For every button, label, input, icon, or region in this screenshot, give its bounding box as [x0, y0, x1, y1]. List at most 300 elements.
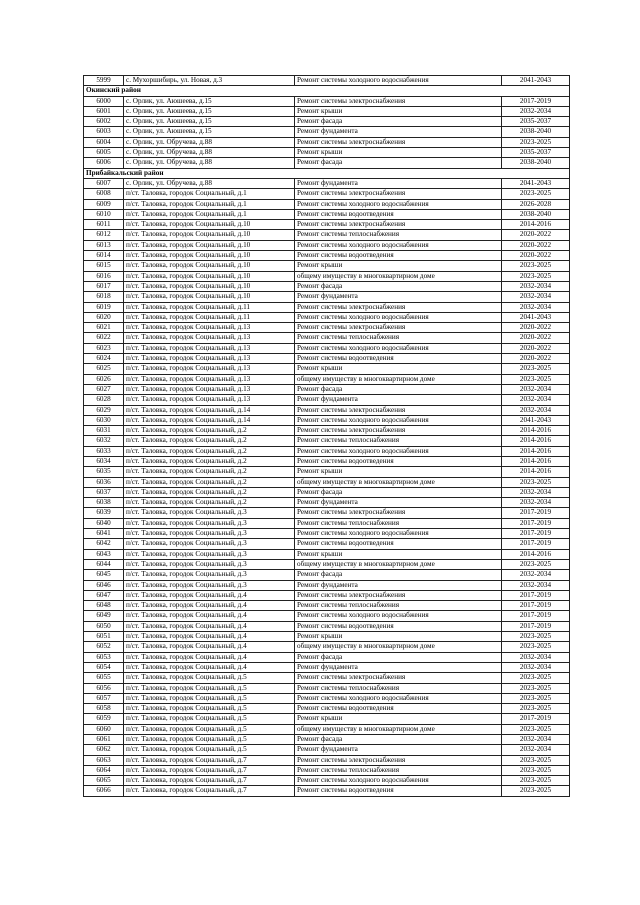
- row-work-type: Ремонт системы теплоснабжения: [295, 601, 502, 611]
- row-work-type: Ремонт системы теплоснабжения: [295, 518, 502, 528]
- row-work-type: Ремонт системы водоотведения: [295, 704, 502, 714]
- row-period: 2023-2025: [502, 786, 570, 796]
- row-address: п/ст. Таловка, городок Социальный, д.3: [124, 518, 295, 528]
- row-work-type: Ремонт системы водоотведения: [295, 456, 502, 466]
- row-period: 2023-2025: [502, 632, 570, 642]
- row-work-type: Ремонт системы теплоснабжения: [295, 765, 502, 775]
- row-number: 6015: [84, 261, 124, 271]
- row-work-type: Ремонт системы электроснабжения: [295, 755, 502, 765]
- table-row: [84, 539, 570, 549]
- row-address: п/ст. Таловка, городок Социальный, д.13: [124, 395, 295, 405]
- table-row: [84, 477, 570, 487]
- row-number: 6011: [84, 220, 124, 230]
- row-period: 2038-2040: [502, 209, 570, 219]
- row-address: п/ст. Таловка, городок Социальный, д.1: [124, 209, 295, 219]
- row-period: 2023-2025: [502, 683, 570, 693]
- row-work-type: общему имуществу в многоквартирном доме: [295, 559, 502, 569]
- row-number: 6022: [84, 333, 124, 343]
- row-work-type: Ремонт фасада: [295, 117, 502, 127]
- row-period: 2014-2016: [502, 446, 570, 456]
- row-period: 2023-2025: [502, 673, 570, 683]
- row-address: п/ст. Таловка, городок Социальный, д.3: [124, 570, 295, 580]
- row-address: п/ст. Таловка, городок Социальный, д.2: [124, 456, 295, 466]
- row-number: 5999: [84, 76, 124, 86]
- row-work-type: Ремонт системы водоотведения: [295, 209, 502, 219]
- table-row: [84, 446, 570, 456]
- row-work-type: Ремонт системы теплоснабжения: [295, 436, 502, 446]
- row-period: 2032-2034: [502, 384, 570, 394]
- row-work-type: Ремонт фасада: [295, 735, 502, 745]
- table-row: [84, 106, 570, 116]
- row-work-type: Ремонт фасада: [295, 281, 502, 291]
- table-row: [84, 415, 570, 425]
- row-work-type: Ремонт фасада: [295, 158, 502, 168]
- row-address: п/ст. Таловка, городок Социальный, д.10: [124, 292, 295, 302]
- row-work-type: Ремонт системы электроснабжения: [295, 323, 502, 333]
- table-row: [84, 704, 570, 714]
- table-row: [84, 240, 570, 250]
- row-number: 6051: [84, 632, 124, 642]
- row-number: 6007: [84, 178, 124, 188]
- row-work-type: Ремонт системы холодного водоснабжения: [295, 76, 502, 86]
- row-period: 2020-2022: [502, 343, 570, 353]
- row-address: п/ст. Таловка, городок Социальный, д.2: [124, 426, 295, 436]
- row-period: 2023-2025: [502, 693, 570, 703]
- row-number: 6042: [84, 539, 124, 549]
- table-row: [84, 673, 570, 683]
- row-number: 6024: [84, 354, 124, 364]
- table-row: [84, 467, 570, 477]
- table-row: [84, 776, 570, 786]
- row-work-type: Ремонт системы электроснабжения: [295, 590, 502, 600]
- table-row: [84, 580, 570, 590]
- row-address: п/ст. Таловка, городок Социальный, д.2: [124, 446, 295, 456]
- row-number: 6062: [84, 745, 124, 755]
- row-work-type: Ремонт системы холодного водоснабжения: [295, 415, 502, 425]
- row-period: 2017-2019: [502, 611, 570, 621]
- row-work-type: Ремонт системы электроснабжения: [295, 673, 502, 683]
- table-row: [84, 312, 570, 322]
- row-address: п/ст. Таловка, городок Социальный, д.5: [124, 683, 295, 693]
- row-period: 2014-2016: [502, 467, 570, 477]
- row-work-type: общему имуществу в многоквартирном доме: [295, 724, 502, 734]
- row-address: п/ст. Таловка, городок Социальный, д.4: [124, 642, 295, 652]
- row-work-type: общему имуществу в многоквартирном доме: [295, 477, 502, 487]
- row-number: 6041: [84, 529, 124, 539]
- table-row: [84, 518, 570, 528]
- row-number: 6028: [84, 395, 124, 405]
- table-row: [84, 137, 570, 147]
- row-number: 6050: [84, 621, 124, 631]
- row-address: п/ст. Таловка, городок Социальный, д.13: [124, 323, 295, 333]
- row-work-type: Ремонт системы водоотведения: [295, 354, 502, 364]
- row-address: с. Орлик, ул. Аюшеева, д.15: [124, 106, 295, 116]
- row-period: 2017-2019: [502, 601, 570, 611]
- row-address: п/ст. Таловка, городок Социальный, д.11: [124, 302, 295, 312]
- row-address: п/ст. Таловка, городок Социальный, д.2: [124, 436, 295, 446]
- row-work-type: Ремонт крыши: [295, 364, 502, 374]
- row-period: 2041-2043: [502, 415, 570, 425]
- row-number: 6066: [84, 786, 124, 796]
- row-number: 6045: [84, 570, 124, 580]
- table-row: [84, 333, 570, 343]
- table-row: [84, 436, 570, 446]
- table-row: [84, 508, 570, 518]
- row-address: п/ст. Таловка, городок Социальный, д.10: [124, 251, 295, 261]
- row-work-type: Ремонт системы холодного водоснабжения: [295, 343, 502, 353]
- table-row: [84, 189, 570, 199]
- table-row: [84, 302, 570, 312]
- row-address: п/ст. Таловка, городок Социальный, д.5: [124, 673, 295, 683]
- row-address: п/ст. Таловка, городок Социальный, д.4: [124, 662, 295, 672]
- table-row: [84, 590, 570, 600]
- row-period: 2014-2016: [502, 456, 570, 466]
- row-work-type: Ремонт системы электроснабжения: [295, 426, 502, 436]
- row-address: с. Орлик, ул. Обручева, д.88: [124, 148, 295, 158]
- row-address: п/ст. Таловка, городок Социальный, д.13: [124, 384, 295, 394]
- table-row: [84, 559, 570, 569]
- row-work-type: Ремонт фундамента: [295, 127, 502, 137]
- row-number: 6030: [84, 415, 124, 425]
- row-work-type: Ремонт системы электроснабжения: [295, 220, 502, 230]
- row-address: с. Орлик, ул. Аюшеева, д.15: [124, 117, 295, 127]
- table-body: [84, 76, 570, 797]
- row-work-type: Ремонт системы электроснабжения: [295, 508, 502, 518]
- row-number: 6003: [84, 127, 124, 137]
- row-address: п/ст. Таловка, городок Социальный, д.13: [124, 343, 295, 353]
- row-period: 2032-2034: [502, 106, 570, 116]
- table-row: [84, 178, 570, 188]
- row-period: 2017-2019: [502, 621, 570, 631]
- row-period: 2017-2019: [502, 518, 570, 528]
- row-address: п/ст. Таловка, городок Социальный, д.4: [124, 621, 295, 631]
- row-number: 6006: [84, 158, 124, 168]
- row-period: 2023-2025: [502, 374, 570, 384]
- row-period: 2020-2022: [502, 251, 570, 261]
- row-work-type: Ремонт фасада: [295, 652, 502, 662]
- row-period: 2023-2025: [502, 776, 570, 786]
- row-period: 2014-2016: [502, 436, 570, 446]
- row-work-type: Ремонт системы холодного водоснабжения: [295, 776, 502, 786]
- row-address: п/ст. Таловка, городок Социальный, д.1: [124, 189, 295, 199]
- row-number: 6060: [84, 724, 124, 734]
- row-work-type: Ремонт системы электроснабжения: [295, 137, 502, 147]
- row-work-type: Ремонт системы холодного водоснабжения: [295, 446, 502, 456]
- table-row: [84, 529, 570, 539]
- row-period: 2041-2043: [502, 178, 570, 188]
- row-address: п/ст. Таловка, городок Социальный, д.7: [124, 765, 295, 775]
- row-period: 2023-2025: [502, 755, 570, 765]
- row-period: 2041-2043: [502, 76, 570, 86]
- row-number: 6059: [84, 714, 124, 724]
- row-period: 2014-2016: [502, 549, 570, 559]
- row-period: 2041-2043: [502, 312, 570, 322]
- row-number: 6053: [84, 652, 124, 662]
- row-period: 2020-2022: [502, 230, 570, 240]
- row-number: 6046: [84, 580, 124, 590]
- row-period: 2023-2025: [502, 559, 570, 569]
- row-period: 2032-2034: [502, 487, 570, 497]
- row-address: п/ст. Таловка, городок Социальный, д.10: [124, 281, 295, 291]
- row-address: п/ст. Таловка, городок Социальный, д.3: [124, 559, 295, 569]
- row-work-type: Ремонт фундамента: [295, 580, 502, 590]
- table-row: [84, 611, 570, 621]
- table-row: [84, 498, 570, 508]
- row-number: 6058: [84, 704, 124, 714]
- row-number: 6023: [84, 343, 124, 353]
- row-period: 2023-2025: [502, 364, 570, 374]
- row-work-type: Ремонт фасада: [295, 487, 502, 497]
- row-work-type: Ремонт системы водоотведения: [295, 786, 502, 796]
- table-row: [84, 374, 570, 384]
- row-period: 2020-2022: [502, 354, 570, 364]
- row-number: 6008: [84, 189, 124, 199]
- row-period: 2017-2019: [502, 96, 570, 106]
- row-address: п/ст. Таловка, городок Социальный, д.1: [124, 199, 295, 209]
- row-address: п/ст. Таловка, городок Социальный, д.13: [124, 374, 295, 384]
- row-work-type: Ремонт фундамента: [295, 498, 502, 508]
- row-address: п/ст. Таловка, городок Социальный, д.3: [124, 549, 295, 559]
- table-row: [84, 292, 570, 302]
- table-row: [84, 271, 570, 281]
- row-number: 6055: [84, 673, 124, 683]
- row-number: 6033: [84, 446, 124, 456]
- row-address: п/ст. Таловка, городок Социальный, д.10: [124, 240, 295, 250]
- table-row: [84, 199, 570, 209]
- row-number: 6019: [84, 302, 124, 312]
- row-address: с. Орлик, ул. Аюшеева, д.15: [124, 127, 295, 137]
- row-period: 2023-2025: [502, 271, 570, 281]
- row-number: 6021: [84, 323, 124, 333]
- table-row: [84, 364, 570, 374]
- row-work-type: Ремонт системы холодного водоснабжения: [295, 240, 502, 250]
- table-row: [84, 714, 570, 724]
- row-address: п/ст. Таловка, городок Социальный, д.5: [124, 693, 295, 703]
- row-address: п/ст. Таловка, городок Социальный, д.11: [124, 312, 295, 322]
- row-address: п/ст. Таловка, городок Социальный, д.7: [124, 786, 295, 796]
- row-address: п/ст. Таловка, городок Социальный, д.2: [124, 498, 295, 508]
- row-number: 6037: [84, 487, 124, 497]
- table-row: [84, 251, 570, 261]
- row-work-type: Ремонт системы холодного водоснабжения: [295, 693, 502, 703]
- row-period: 2026-2028: [502, 199, 570, 209]
- row-period: 2014-2016: [502, 426, 570, 436]
- table-row: [84, 786, 570, 796]
- row-address: п/ст. Таловка, городок Социальный, д.5: [124, 714, 295, 724]
- row-number: 6035: [84, 467, 124, 477]
- row-address: п/ст. Таловка, городок Социальный, д.10: [124, 230, 295, 240]
- row-address: п/ст. Таловка, городок Социальный, д.13: [124, 364, 295, 374]
- row-period: 2032-2034: [502, 281, 570, 291]
- row-address: п/ст. Таловка, городок Социальный, д.7: [124, 776, 295, 786]
- table-row: [84, 323, 570, 333]
- row-period: 2032-2034: [502, 570, 570, 580]
- row-number: 6032: [84, 436, 124, 446]
- row-period: 2020-2022: [502, 323, 570, 333]
- row-address: с. Орлик, ул. Аюшеева, д.15: [124, 96, 295, 106]
- row-address: с. Орлик, ул. Обручева, д.88: [124, 137, 295, 147]
- row-work-type: Ремонт системы холодного водоснабжения: [295, 199, 502, 209]
- row-address: п/ст. Таловка, городок Социальный, д.4: [124, 601, 295, 611]
- table-row: [84, 487, 570, 497]
- row-work-type: Ремонт системы холодного водоснабжения: [295, 312, 502, 322]
- table-row: [84, 755, 570, 765]
- row-number: 6056: [84, 683, 124, 693]
- row-period: 2035-2037: [502, 148, 570, 158]
- table-row: [84, 724, 570, 734]
- row-period: 2017-2019: [502, 590, 570, 600]
- row-number: 6002: [84, 117, 124, 127]
- row-number: 6029: [84, 405, 124, 415]
- row-period: 2020-2022: [502, 240, 570, 250]
- district-section-row: [84, 168, 570, 178]
- row-number: 6049: [84, 611, 124, 621]
- row-address: п/ст. Таловка, городок Социальный, д.5: [124, 735, 295, 745]
- row-number: 6009: [84, 199, 124, 209]
- row-address: п/ст. Таловка, городок Социальный, д.5: [124, 704, 295, 714]
- row-work-type: Ремонт крыши: [295, 467, 502, 477]
- row-number: 6012: [84, 230, 124, 240]
- row-number: 6000: [84, 96, 124, 106]
- row-work-type: Ремонт крыши: [295, 148, 502, 158]
- table-row: [84, 662, 570, 672]
- row-address: п/ст. Таловка, городок Социальный, д.10: [124, 220, 295, 230]
- table-row: [84, 693, 570, 703]
- table-row: [84, 261, 570, 271]
- row-work-type: Ремонт фундамента: [295, 662, 502, 672]
- row-number: 6020: [84, 312, 124, 322]
- table-row: [84, 549, 570, 559]
- table-row: [84, 601, 570, 611]
- row-address: п/ст. Таловка, городок Социальный, д.5: [124, 724, 295, 734]
- row-period: 2032-2034: [502, 498, 570, 508]
- row-period: 2032-2034: [502, 395, 570, 405]
- row-number: 6013: [84, 240, 124, 250]
- row-period: 2032-2034: [502, 735, 570, 745]
- row-work-type: Ремонт фасада: [295, 384, 502, 394]
- row-period: 2032-2034: [502, 652, 570, 662]
- row-period: 2032-2034: [502, 745, 570, 755]
- row-address: п/ст. Таловка, городок Социальный, д.10: [124, 271, 295, 281]
- row-work-type: Ремонт фасада: [295, 570, 502, 580]
- table-row: [84, 621, 570, 631]
- district-title: Прибайкальский район: [84, 168, 570, 178]
- table-row: [84, 570, 570, 580]
- row-work-type: Ремонт системы электроснабжения: [295, 96, 502, 106]
- row-period: 2023-2025: [502, 765, 570, 775]
- table-row: [84, 343, 570, 353]
- row-number: 6040: [84, 518, 124, 528]
- row-work-type: общему имуществу в многоквартирном доме: [295, 642, 502, 652]
- table-row: [84, 96, 570, 106]
- row-work-type: Ремонт крыши: [295, 632, 502, 642]
- row-work-type: Ремонт системы теплоснабжения: [295, 333, 502, 343]
- row-number: 6025: [84, 364, 124, 374]
- row-number: 6052: [84, 642, 124, 652]
- row-address: с. Мухоршибирь, ул. Новая, д.3: [124, 76, 295, 86]
- row-work-type: общему имуществу в многоквартирном доме: [295, 271, 502, 281]
- row-work-type: Ремонт системы водоотведения: [295, 621, 502, 631]
- table-row: [84, 652, 570, 662]
- district-title: Окинский район: [84, 86, 570, 96]
- row-number: 6054: [84, 662, 124, 672]
- row-number: 6026: [84, 374, 124, 384]
- row-work-type: Ремонт крыши: [295, 549, 502, 559]
- table-row: [84, 354, 570, 364]
- table-row: [84, 395, 570, 405]
- table-row: [84, 426, 570, 436]
- row-number: 6010: [84, 209, 124, 219]
- row-address: с. Орлик, ул. Обручева, д.88: [124, 178, 295, 188]
- row-work-type: общему имуществу в многоквартирном доме: [295, 374, 502, 384]
- row-number: 6027: [84, 384, 124, 394]
- row-address: с. Орлик, ул. Обручева, д.88: [124, 158, 295, 168]
- row-address: п/ст. Таловка, городок Социальный, д.3: [124, 508, 295, 518]
- row-work-type: Ремонт фундамента: [295, 178, 502, 188]
- row-number: 6065: [84, 776, 124, 786]
- row-address: п/ст. Таловка, городок Социальный, д.14: [124, 415, 295, 425]
- table-row: [84, 230, 570, 240]
- row-number: 6039: [84, 508, 124, 518]
- row-address: п/ст. Таловка, городок Социальный, д.7: [124, 755, 295, 765]
- row-number: 6064: [84, 765, 124, 775]
- row-work-type: Ремонт системы холодного водоснабжения: [295, 529, 502, 539]
- row-period: 2032-2034: [502, 292, 570, 302]
- row-address: п/ст. Таловка, городок Социальный, д.14: [124, 405, 295, 415]
- row-work-type: Ремонт системы теплоснабжения: [295, 683, 502, 693]
- row-number: 6016: [84, 271, 124, 281]
- row-work-type: Ремонт системы электроснабжения: [295, 405, 502, 415]
- table-row: [84, 745, 570, 755]
- row-work-type: Ремонт крыши: [295, 714, 502, 724]
- table-row: [84, 642, 570, 652]
- table-row: [84, 220, 570, 230]
- row-address: п/ст. Таловка, городок Социальный, д.4: [124, 652, 295, 662]
- row-number: 6018: [84, 292, 124, 302]
- row-period: 2023-2025: [502, 704, 570, 714]
- table-row: [84, 127, 570, 137]
- row-work-type: Ремонт фундамента: [295, 395, 502, 405]
- row-work-type: Ремонт фундамента: [295, 745, 502, 755]
- row-number: 6063: [84, 755, 124, 765]
- row-period: 2014-2016: [502, 220, 570, 230]
- table-row: [84, 683, 570, 693]
- row-period: 2023-2025: [502, 137, 570, 147]
- row-period: 2017-2019: [502, 714, 570, 724]
- row-number: 6043: [84, 549, 124, 559]
- row-period: 2023-2025: [502, 261, 570, 271]
- row-address: п/ст. Таловка, городок Социальный, д.2: [124, 487, 295, 497]
- row-period: 2032-2034: [502, 580, 570, 590]
- row-number: 6044: [84, 559, 124, 569]
- table-row: [84, 456, 570, 466]
- row-period: 2023-2025: [502, 642, 570, 652]
- row-period: 2038-2040: [502, 127, 570, 137]
- row-number: 6036: [84, 477, 124, 487]
- row-number: 6004: [84, 137, 124, 147]
- row-work-type: Ремонт системы водоотведения: [295, 251, 502, 261]
- row-address: п/ст. Таловка, городок Социальный, д.3: [124, 539, 295, 549]
- table-row: [84, 765, 570, 775]
- district-section-row: [84, 86, 570, 96]
- row-number: 6014: [84, 251, 124, 261]
- row-address: п/ст. Таловка, городок Социальный, д.13: [124, 354, 295, 364]
- row-number: 6061: [84, 735, 124, 745]
- row-number: 6057: [84, 693, 124, 703]
- row-address: п/ст. Таловка, городок Социальный, д.4: [124, 590, 295, 600]
- row-period: 2017-2019: [502, 508, 570, 518]
- row-work-type: Ремонт системы электроснабжения: [295, 189, 502, 199]
